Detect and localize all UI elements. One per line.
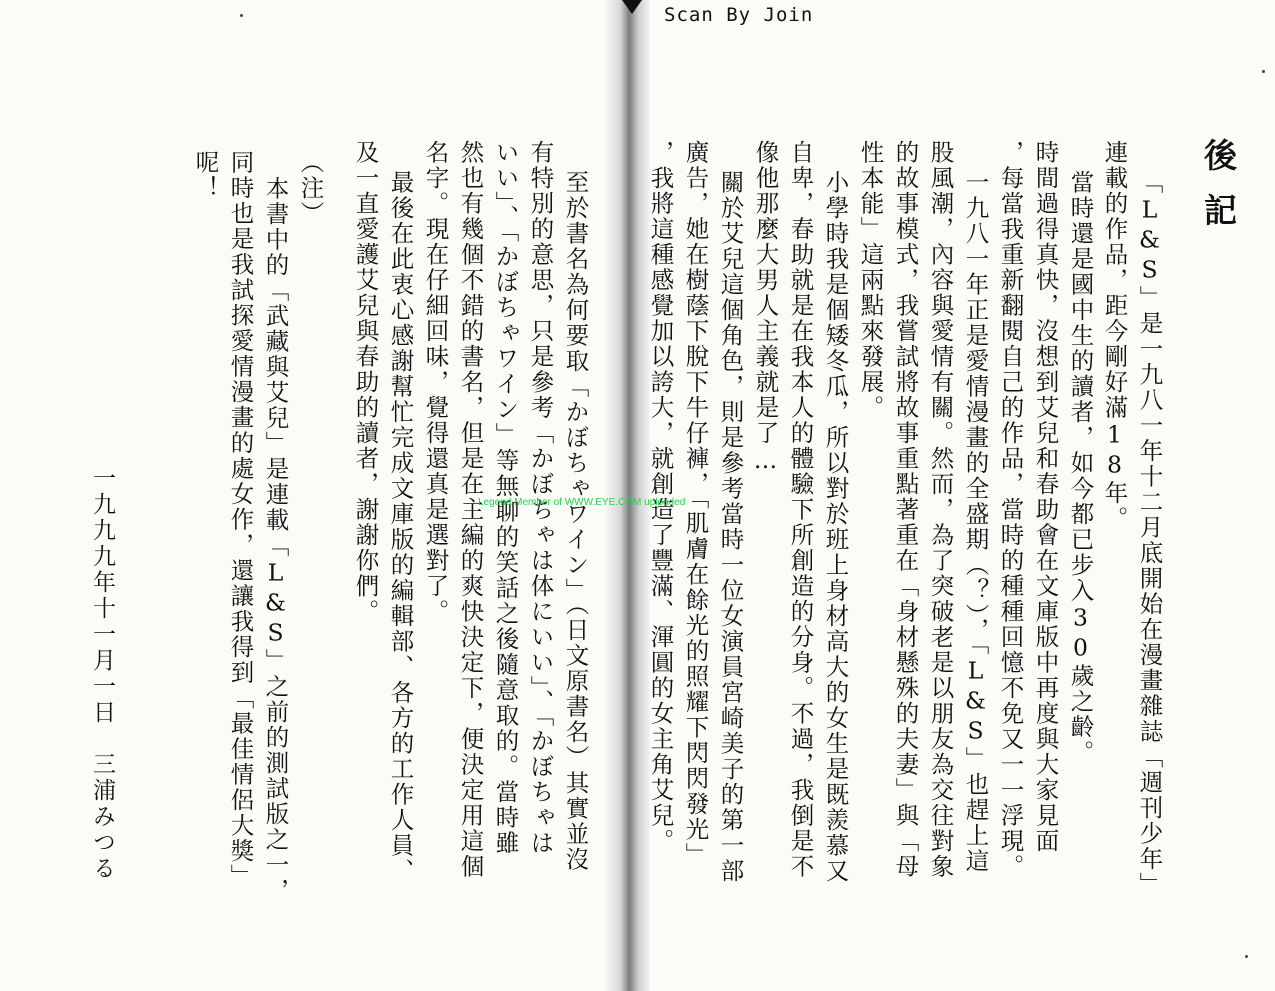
book-gutter <box>604 0 650 991</box>
text-column: 名字。現在仔細回味，覺得還真是選對了。 <box>421 140 450 625</box>
text-column: 連載的作品，距今剛好滿18年。 <box>1100 140 1129 532</box>
text-column: 「L&S」是一九八一年十二月底開始在漫畫雜誌「週刊少年」 <box>1135 170 1164 898</box>
note-column: 呢！ <box>191 150 220 201</box>
text-column: 關於艾兒這個角色，則是參考當時一位女演員宮崎美子的第一部 <box>716 170 745 884</box>
text-column: 有特別的意思，只是參考「かぼちゃは体にいい」、「かぼちゃは <box>526 140 555 856</box>
text-column: 然也有幾個不錯的書名，但是在主編的爽快決定下，便決定用這個 <box>456 140 485 880</box>
text-column: 的故事模式，我嘗試將故事重點著重在「身材懸殊的夫妻」與「母 <box>891 140 920 880</box>
note-heading: （注） <box>296 150 325 227</box>
gutter-notch-mark <box>622 0 642 14</box>
scan-speck <box>240 14 243 17</box>
uploader-watermark: Legend Member of WWW.EYE.COM uploaded <box>478 497 686 508</box>
text-column: 當時還是國中生的讀者，如今都已步入30歲之齡。 <box>1066 170 1095 766</box>
date-signature: 一九九九年十一月一日 三浦みつる <box>89 466 115 882</box>
scan-speck <box>1245 955 1248 958</box>
text-column: 至於書名為何要取「かぼちゃワイン」（日文原書名）其實並沒 <box>561 170 590 873</box>
text-column: いい」、「かぼちゃワイン」等無聊的笑話之後隨意取的。當時雖 <box>491 140 520 856</box>
text-column: 小學時我是個矮冬瓜，所以對於班上身材高大的女生是既羨慕又 <box>821 170 850 884</box>
note-column: 同時也是我試探愛情漫畫的處女作，還讓我得到「最佳情侶大獎」 <box>226 150 255 890</box>
text-column: 自卑，春助就是在我本人的體驗下所創造的分身。不過，我倒是不 <box>786 140 815 880</box>
text-column: 性本能」這兩點來發展。 <box>856 140 885 421</box>
text-column: 及一直愛護艾兒與春助的讀者，謝謝你們。 <box>351 140 380 625</box>
text-column: ，每當我重新翻閱自己的作品，當時的種種回憶不免又一一浮現。 <box>996 140 1025 880</box>
text-column: 像他那麼大男人主義就是了… <box>751 140 780 476</box>
text-column: ，我將這種感覺加以誇大，就創造了豐滿、渾圓的女主角艾兒。 <box>646 140 675 854</box>
text-column: 最後在此衷心感謝幫忙完成文庫版的編輯部、各方的工作人員、 <box>386 170 415 884</box>
scan-credit: Scan By Join <box>664 4 814 26</box>
text-column: 廣告，她在樹蔭下脫下牛仔褲，「肌膚在餘光的照耀下閃閃發光」 <box>681 140 710 868</box>
note-column: 本書中的「武藏與艾兒」是連載「L&S」之前的測試版之一， <box>261 176 290 904</box>
text-column: 時間過得真快，沒想到艾兒和春助會在文庫版中再度與大家見面 <box>1031 140 1060 854</box>
afterword-title: 後記 <box>1199 138 1238 248</box>
scan-speck <box>1262 70 1265 73</box>
text-column: 一九八一年正是愛情漫畫的全盛期（？），「L&S」也趕上這 <box>961 170 990 874</box>
text-column: 股風潮，內容與愛情有關。然而，為了突破老是以朋友為交往對象 <box>926 140 955 880</box>
